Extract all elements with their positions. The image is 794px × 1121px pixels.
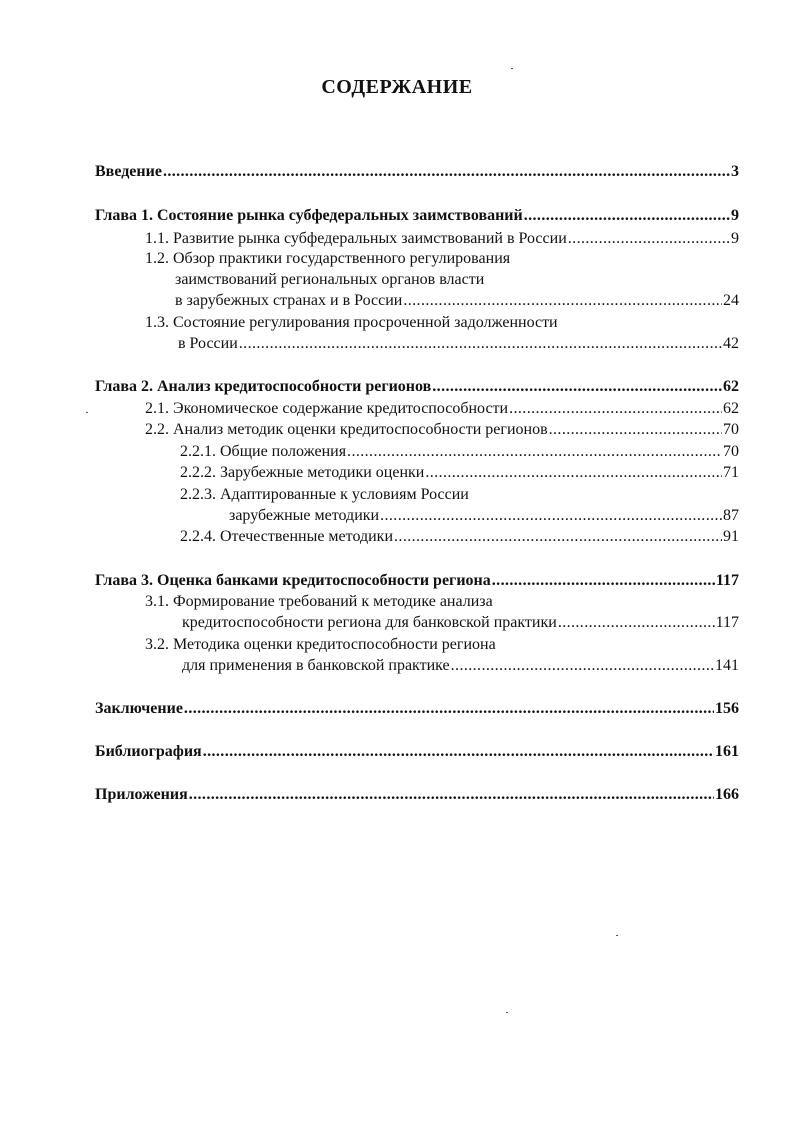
toc-entry-label: Библиография (95, 743, 202, 760)
dot-leader (403, 291, 722, 311)
toc-entry-label: Глава 1. Состояние рынка субфедеральных заимствований (95, 207, 523, 224)
toc-entry-section-1-1 (145, 229, 739, 251)
scan-speck (506, 1012, 508, 1013)
dot-leader (549, 420, 722, 440)
dot-leader (451, 656, 714, 676)
dot-leader (509, 399, 722, 419)
toc-entry-section-3-2 (182, 656, 739, 678)
toc-entry-label: Глава 2. Анализ кредитоспособности регионов (95, 378, 432, 395)
toc-entry-page: 9 (731, 207, 739, 224)
toc-entry-page: 3 (731, 163, 739, 180)
dot-leader (492, 571, 715, 591)
toc-entry-label: 2.2. Анализ методик оценки кредитоспособности регионов (145, 421, 548, 438)
page-title: СОДЕРЖАНИЕ (321, 76, 473, 98)
toc-entry-page: 141 (715, 657, 739, 674)
toc-entry-page: 161 (715, 743, 739, 760)
toc-entry-page: 9 (731, 230, 739, 247)
toc-entry-section-1-2 (175, 291, 739, 313)
toc-entry-page: 70 (723, 421, 739, 438)
toc-entry-page: 166 (715, 786, 739, 803)
dot-leader (432, 377, 722, 397)
toc-entry-label: для применения в банковской практике (182, 657, 450, 674)
toc-entry-page: 70 (723, 443, 739, 460)
scan-speck (86, 412, 88, 413)
toc-entry-section-3-1 (182, 613, 739, 635)
dot-leader (163, 162, 730, 182)
toc-entry-label: в России (178, 335, 238, 352)
dot-leader (394, 527, 722, 547)
toc-entry-page: 156 (715, 700, 739, 717)
dot-leader (189, 785, 714, 805)
toc-entry-intro (95, 162, 739, 184)
dot-leader (558, 613, 715, 633)
toc-entry-page: 117 (715, 572, 739, 589)
toc-entry-section-1-3-line1: 1.3. Состояние регулирования просроченной задолженности (145, 314, 558, 331)
toc-entry-page: 87 (723, 507, 739, 524)
scan-speck (511, 68, 513, 69)
toc-entry-section-2-2-3 (229, 506, 739, 528)
toc-entry-section-2-2-3-line1: 2.2.3. Адаптированные к условиям России (180, 486, 469, 503)
toc-entry-section-2-2-2 (180, 463, 739, 485)
dot-leader (380, 506, 722, 526)
toc-entry-label: 1.1. Развитие рынка субфедеральных заимствований в России (145, 230, 567, 247)
dot-leader (239, 334, 722, 354)
toc-entry-section-2-2 (145, 420, 739, 442)
dot-leader (184, 699, 714, 719)
toc-entry-label: 2.2.4. Отечественные методики (180, 528, 394, 545)
toc-entry-section-1-3 (178, 334, 739, 356)
toc-entry-label: Глава 3. Оценка банками кредитоспособности региона (95, 572, 491, 589)
toc-entry-section-3-1-line1: 3.1. Формирование требований к методике анализа (145, 593, 493, 610)
toc-entry-page: 24 (723, 292, 739, 309)
toc-entry-appendices (95, 785, 739, 807)
toc-entry-section-2-2-1 (180, 442, 739, 464)
toc-entry-section-3-2-line1: 3.2. Методика оценки кредитоспособности региона (145, 636, 496, 653)
toc-entry-page: 71 (723, 464, 739, 481)
dot-leader (425, 463, 722, 483)
toc-entry-chapter-1 (95, 206, 739, 228)
toc-entry-page: 91 (723, 528, 739, 545)
toc-entry-page: 62 (723, 400, 739, 417)
toc-entry-label: 2.2.2. Зарубежные методики оценки (180, 464, 425, 481)
toc-entry-label: 2.1. Экономическое содержание кредитоспособности (145, 400, 509, 417)
toc-entry-section-2-1 (145, 399, 739, 421)
toc-entry-page: 42 (723, 335, 739, 352)
toc-entry-label: 2.2.1. Общие положения (180, 443, 347, 460)
toc-entry-label: кредитоспособности региона для банковской практики (182, 614, 557, 631)
toc-entry-chapter-2 (95, 377, 739, 399)
toc-entry-bibliography (95, 742, 739, 764)
toc-entry-page: 62 (723, 378, 739, 395)
toc-entry-chapter-3 (95, 571, 739, 593)
toc-entry-conclusion (95, 699, 739, 721)
dot-leader (524, 206, 730, 226)
dot-leader (203, 742, 714, 762)
toc-entry-label: в зарубежных странах и в России (175, 292, 403, 309)
toc-entry-section-1-2-line1: 1.2. Обзор практики государственного регулирования (145, 250, 511, 267)
toc-entry-page: 117 (715, 614, 739, 631)
dot-leader (347, 442, 722, 462)
toc-entry-label: зарубежные методики (229, 507, 380, 524)
toc-entry-section-1-2-line2: заимствований региональных органов власти (175, 271, 485, 288)
dot-leader (568, 229, 730, 249)
toc-entry-section-2-2-4 (180, 527, 739, 549)
scan-speck (616, 935, 618, 936)
toc-entry-label: Заключение (95, 700, 183, 717)
toc-entry-label: Приложения (95, 786, 188, 803)
toc-entry-label: Введение (95, 163, 162, 180)
